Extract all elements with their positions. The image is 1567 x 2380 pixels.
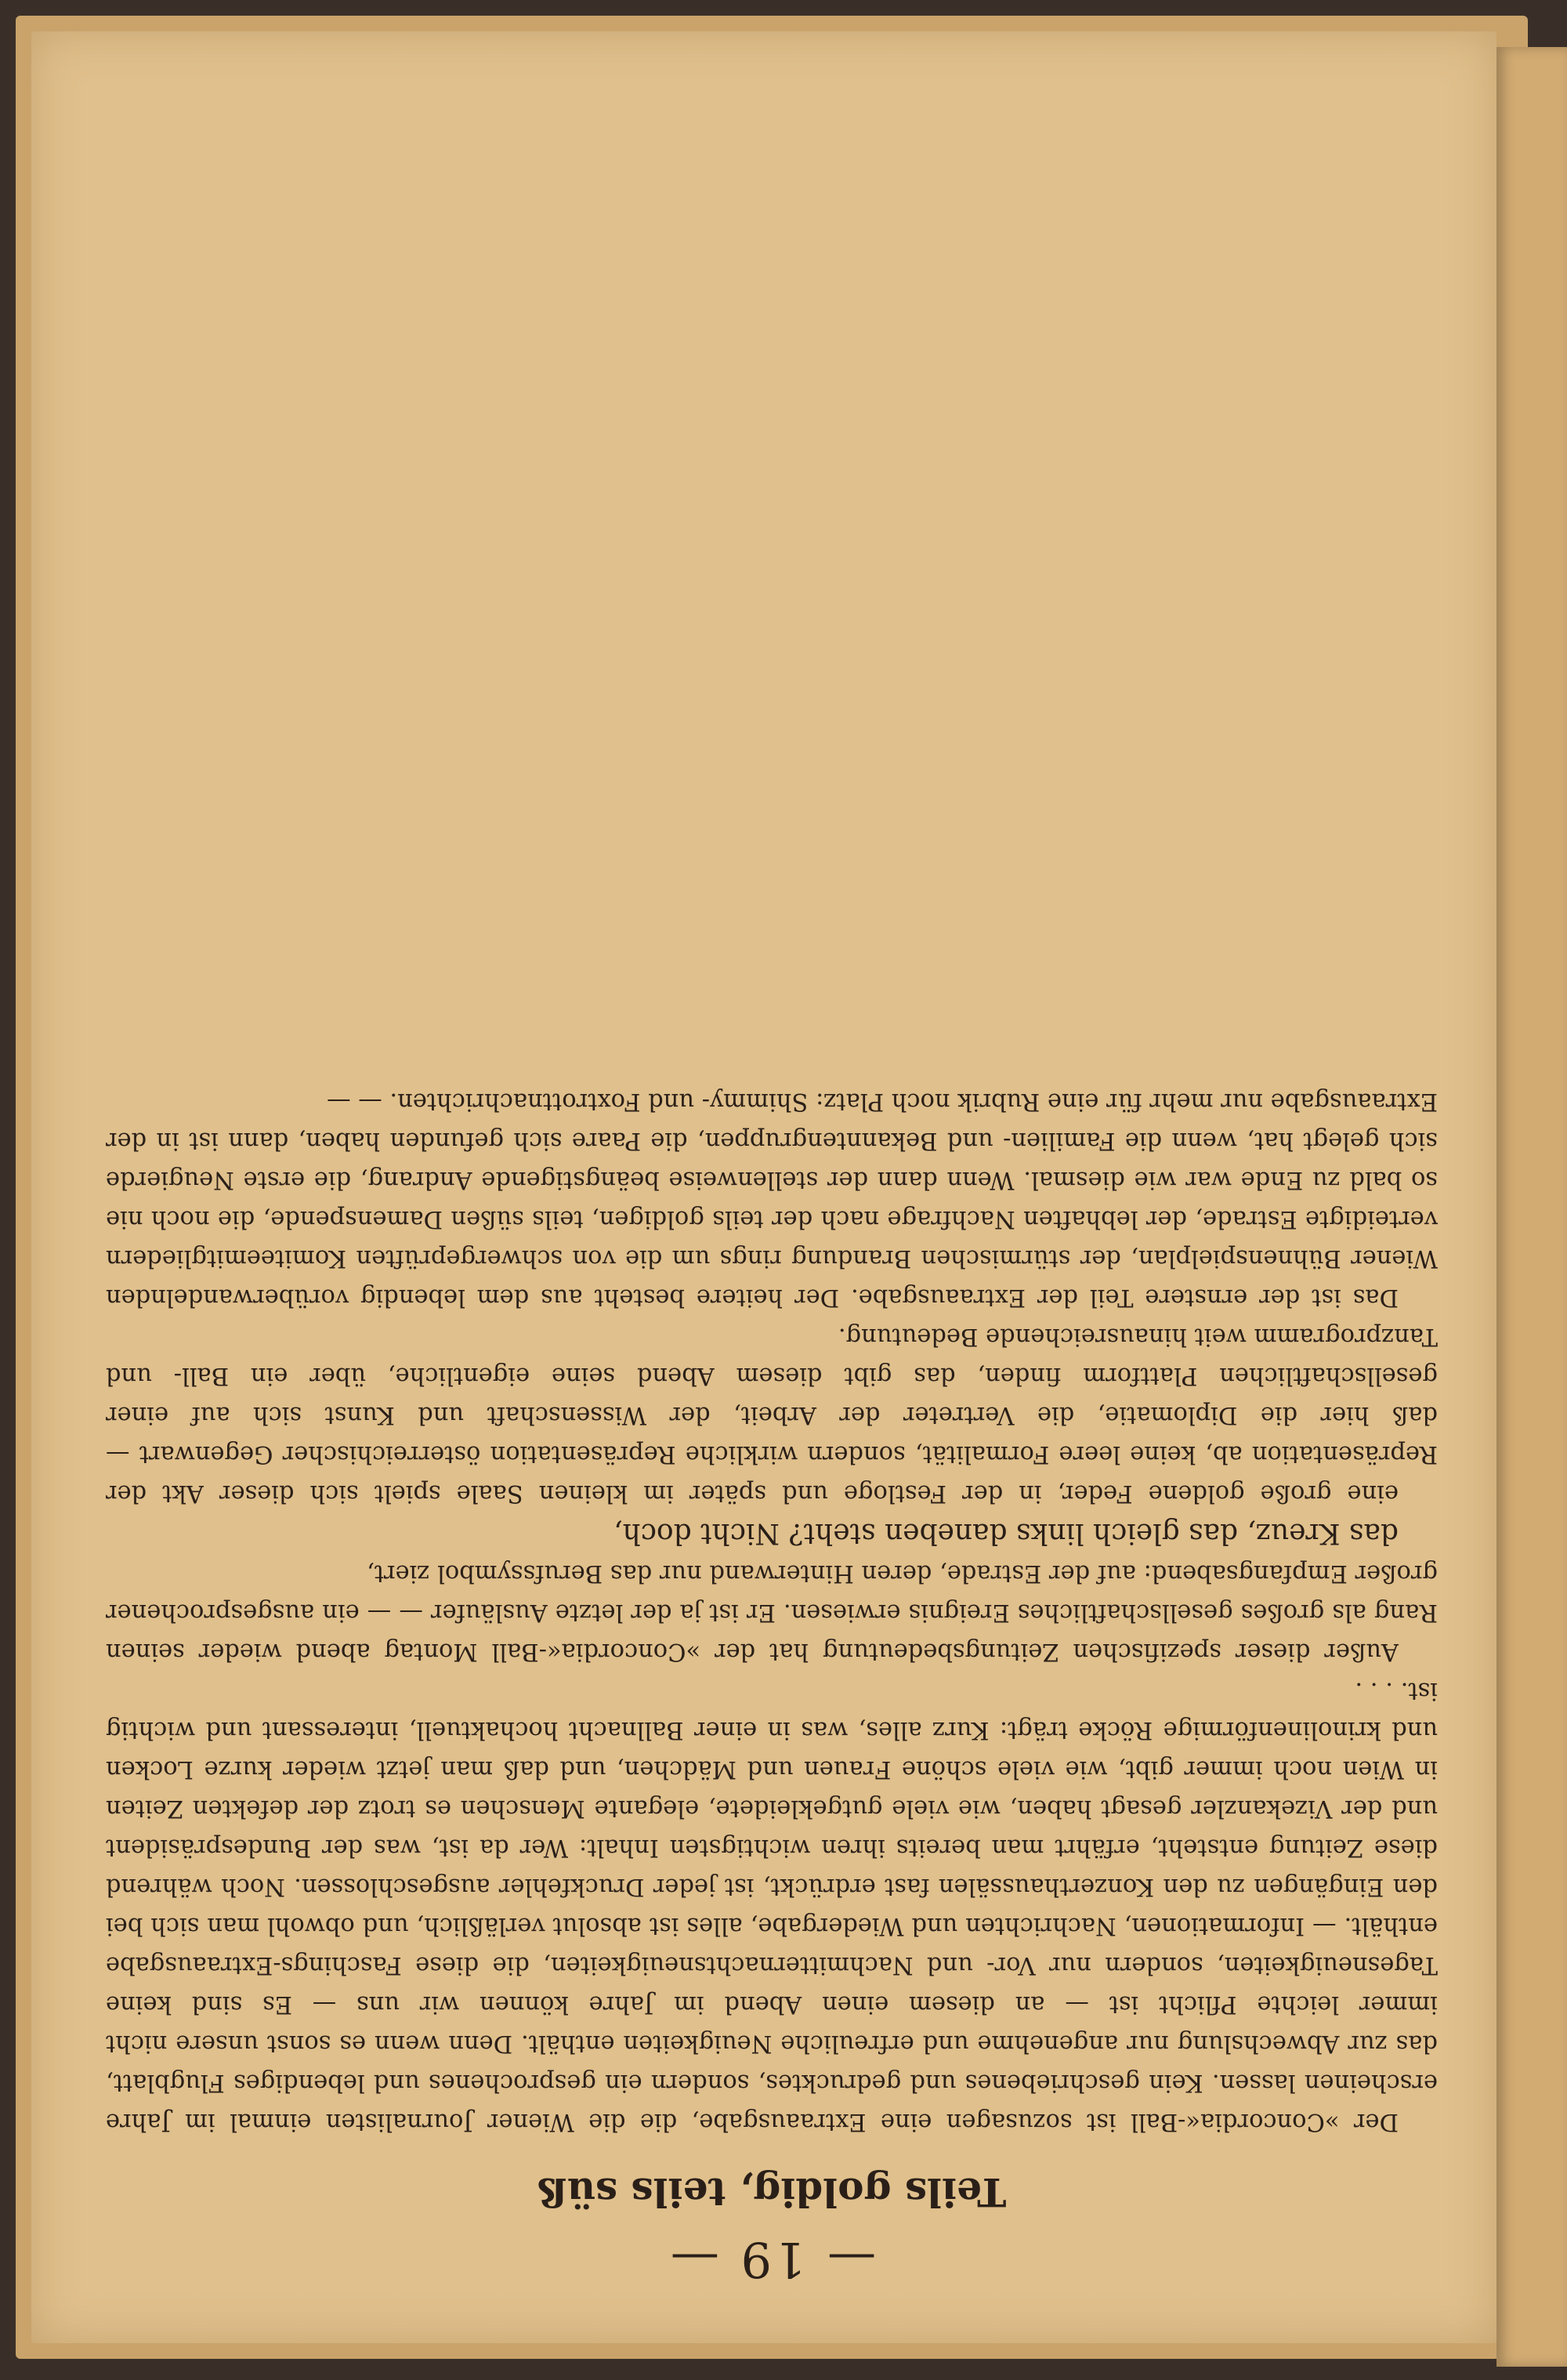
paragraph-3: das Kreuz, das gleich links daneben steht? Nicht doch, [613,1517,1399,1549]
paragraph-4: eine große goldene Feder, in der Festloge und später im kleinen Saale spielt sich dieser Akt der Repräsentation ab, keine leere Formalität, sondern wirkliche Repräsentation österreichischer Gegenwart — daß hier die Diplomatie, die Vertreter der Arbeit, der Wissenschaft und Kunst sich auf einer gesellschaftlichen Plattform finden, das gibt diesem Abend seine eigentliche, über ein Ball- und Tanzprogramm weit hinausreichende Bedeutung. [106,1323,1438,1507]
paragraph-5: Das ist der ernstere Teil der Extraausgabe. Der heitere besteht aus dem lebendig vorüberwandelnden Wiener Bühnenspielplan, der stürmischen Brandung rings um die von schwergeprüften Komiteemitgliedern verteidigte Estrade, der lebhaften Nachfrage nach der teils goldigen, teils süßen Damenspende, die noch nie so bald zu Ende war wie diesmal. Wenn dann der stellenweise beängstigende Andrang, die erste Neugierde sich gelegt hat, wenn die Familien- und Bekanntengruppen, die Paare sich gefunden haben, dann ist in der Extraausgabe nur mehr für eine Rubrik noch Platz: Shimmy- und Foxtrottnachrichten. — — [106,1088,1438,1311]
paragraph-2: Außer dieser spezifischen Zeitungsbedeutung hat der »Concordia«-Ball Montag abend wieder seinen Rang als großes gesellschaftliches Ereignis erwiesen. Er ist ja der letzte Ausläufer — — ein ausgesprochener großer Empfangsabend: auf der Estrade, deren Hinterwand nur das Berufssymbol ziert, [106,1559,1438,1665]
next-page-edge [1496,47,1567,2367]
paragraph-1: Der »Concordia«-Ball ist sozusagen eine Extraausgabe, die die Wiener Journalisten einmal im Jahre erscheinen lassen. Kein geschriebenes und gedrucktes, sondern ein gesprochenes und lebendiges Flugblatt, das zur Abwechslung nur angenehme und erfreuliche Neuigkeiten enthält. Denn wenn es sonst unsere nicht immer leichte Pflicht ist — an diesem einen Abend im Jahre können wir uns — Es sind keine Tagesneuigkeiten, sondern nur Vor- und Nachmitternachtsneuigkeiten, die diese Faschings-Extraausgabe enthält. — Informationen, Nachrichten und Wiedergabe, alles ist absolut verläßlich, und obwohl man sich bei den Eingängen zu den Konzerthaussälen fast erdrückt, ist jeder Druckfehler ausgeschlossen. Noch während diese Zeitung entsteht, erfährt man bereits ihren wichtigsten Inhalt: Wer da ist, was der Bundespräsident und der Vizekanzler gesagt haben, wie viele gutgekleidete, elegante Menschen es trotz der defekten Zeiten in Wien noch immer gibt, wie viele schöne Frauen und Mädchen, und daß man jetzt wieder kurze Locken und krinolinenförmige Röcke trägt: Kurz alles, was in einer Ballnacht hochaktuell, interessant und wichtig ist. . . . [106,1677,1438,2135]
chapter-title: Teils goldig, teils süß [537,2169,1007,2215]
page-number: — 19 — [667,2231,877,2288]
page-content-rotated [106,470,1438,2288]
book-page [31,31,1496,2343]
